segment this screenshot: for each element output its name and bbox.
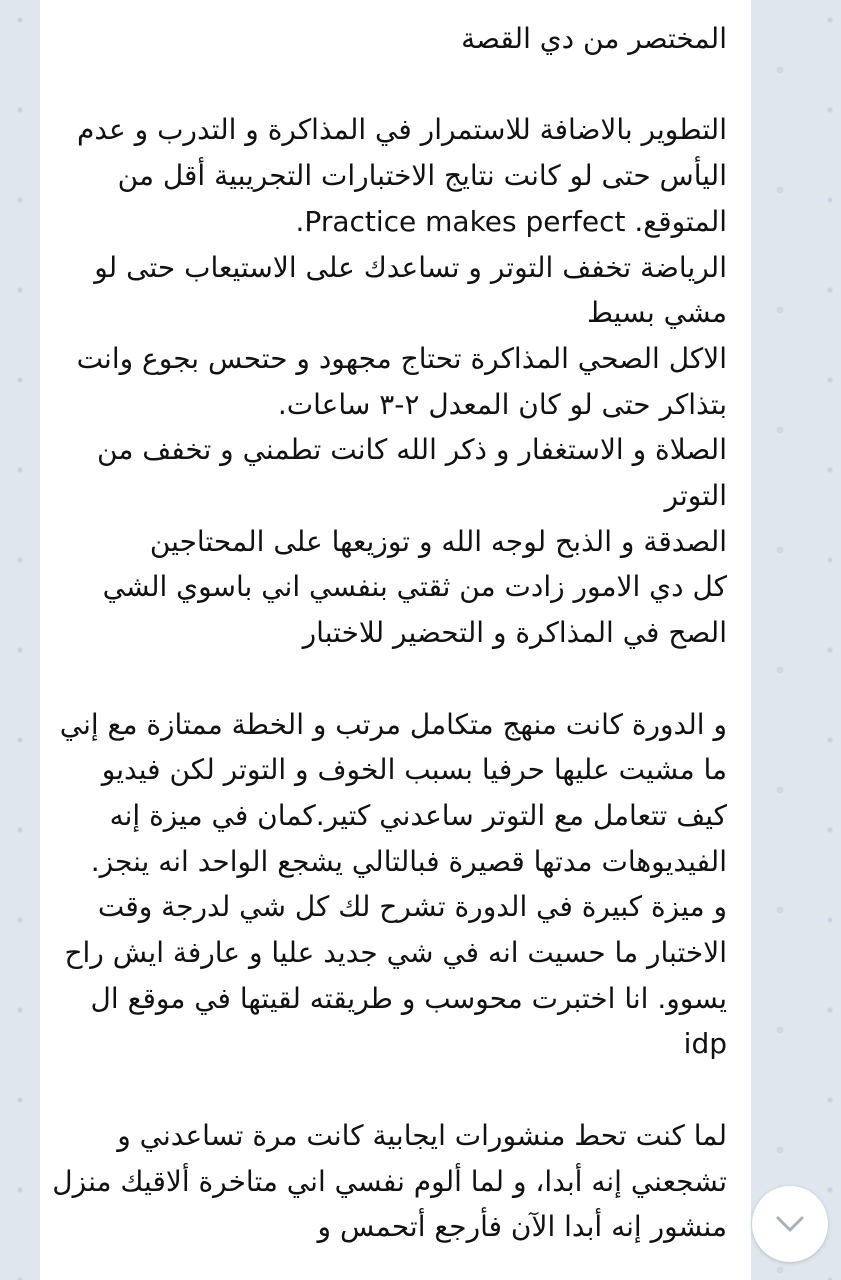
scroll-down-button[interactable] <box>752 1186 828 1262</box>
message-text: المختصر من دي القصة التطوير بالاضافة للاستمرار في المذاكرة و التدرب و عدم اليأس حتى لو كانت نتايج الاختبارات التجريبية أقل من المتوقع. Practice makes perfect. الرياضة تخفف التوتر و تساعدك على الاستيعاب حتى لو مشي بسيط الاكل الصحي المذاكرة تحتاج مجهود و حتحس بجوع وانت بتذاكر حتى لو كان المعدل ٢-٣ ساعات. الصلاة و الاستغفار و ذكر الله كانت تطمني و تخفف من التوتر الصدقة و الذبح لوجه الله و توزيعها على المحتاجين كل دي الامور زادت من ثقتي بنفسي اني باسوي الشي الصح في المذاكرة و التحضير للاختبار و الدورة كانت منهج متكامل مرتب و الخطة ممتازة مع إني ما مشيت عليها حرفيا بسبب الخوف و التوتر لكن فيديو كيف تتعامل مع التوتر ساعدني كتير.كمان في ميزة إنه الفيديوهات مدتها قصيرة فبالتالي يشجع الواحد انه ينجز. و ميزة كبيرة في الدورة تشرح لك كل شي لدرجة وقت الاختبار ما حسيت انه في شي جديد عليا و عارفة ايش راح يسوو. انا اختبرت محوسب و طريقته لقيتها في موقع ال idp لما كنت تحط منشورات ايجابية كانت مرة تساعدني و تشجعني إنه أبدا، و لما ألوم نفسي اني متاخرة ألاقيك منزل منشور إنه أبدا الآن فأرجع أتحمس و <box>52 22 727 1244</box>
chevron-down-icon <box>772 1206 808 1242</box>
message-bubble <box>40 0 751 1280</box>
